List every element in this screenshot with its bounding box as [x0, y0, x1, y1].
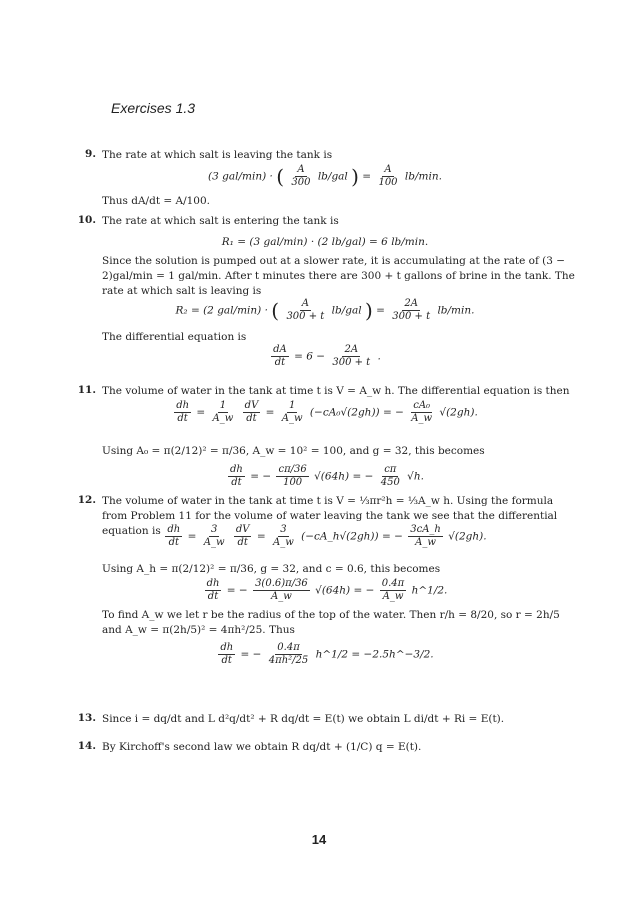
equation: (3 gal/min) · ( $\frac{A}{300}$ lb/gal ) = $\frac{A}{100}$ lb/min.	[208, 164, 442, 189]
page-number: 14	[311, 832, 327, 847]
exercise-12	[70, 494, 580, 676]
exercise-number: 11.	[77, 384, 96, 396]
exercise-text: The differential equation is	[102, 331, 247, 343]
equation: $\frac{dh}{dt}$ = − $\frac{3(0.6)\pi/36}{A\_w}$ √(64h) = − $\frac{0.4\pi}{A\_w}$ h^1/2.	[206, 578, 448, 602]
equation: $\frac{dh}{dt}$ = $\frac{3}{A\_w}$ $\frac{dV}{dt}$ = $\frac{3}{A\_w}$ (−cA_h√(2gh)) = − $\frac{3cA\_h}{A\_w}$ √(2gh).	[167, 524, 487, 548]
equation: R₁ = (3 gal/min) · (2 lb/gal) = 6 lb/min.	[221, 236, 429, 248]
exercise-11	[70, 384, 580, 494]
exercise-14	[70, 740, 580, 770]
exercise-text: By Kirchoff's second law we obtain R dq/dt + (1/C) q = E(t).	[102, 741, 422, 753]
equation: R₂ = (2 gal/min) · ( $\frac{A}{300 + t}$ lb/gal ) = $\frac{2A}{300 + t}$ lb/min.	[175, 298, 475, 323]
exercise-text: Since i = dq/dt and L d²q/dt² + R dq/dt = E(t) we obtain L di/dt + Ri = E(t).	[102, 713, 505, 725]
section-heading: Exercises 1.3	[111, 100, 196, 116]
exercise-number: 13.	[77, 712, 96, 724]
exercise-9	[70, 148, 580, 208]
exercise-text: The volume of water in the tank at time t is V = A_w h. The differential equation is then	[102, 385, 570, 397]
exercise-13	[70, 712, 580, 742]
exercise-text: Using A₀ = π(2/12)² = π/36, A_w = 10² = 100, and g = 32, this becomes	[102, 445, 485, 457]
exercise-text: Using A_h = π(2/12)² = π/36, g = 32, and c = 0.6, this becomes	[102, 563, 441, 575]
exercise-text: The rate at which salt is entering the tank is	[102, 215, 339, 227]
equation: $\frac{dh}{dt}$ = − $\frac{0.4\pi}{\text{4πh²/25}}$ h^1/2 = −2.5h^−3/2.	[220, 642, 434, 666]
exercise-text: To find A_w we let r be the radius of the top of the water. Then r/h = 8/20, so r = 2h/5 and A_w = π(2h/5)² = 4πh²/25. Thus	[102, 609, 560, 636]
equation: $\frac{dh}{dt}$ = $\frac{1}{A\_w}$ $\frac{dV}{dt}$ = $\frac{1}{A\_w}$ (−cA₀√(2gh)) = − $\frac{\text{cA₀}}{A\_w}$ √(2gh).	[176, 400, 478, 424]
exercise-number: 14.	[77, 740, 96, 752]
exercise-number: 9.	[85, 148, 96, 160]
equation: $\frac{dh}{dt}$ = − $\frac{c\pi/36}{100}$ √(64h) = − $\frac{c\pi}{450}$ √h.	[230, 464, 424, 488]
exercise-text: Since the solution is pumped out at a slower rate, it is accumulating at the rate of (3 − 2)gal/min = 1 gal/min. After t minutes there are 300 + t gallons of brine in the tank. The rate at which salt is leaving is	[102, 255, 575, 297]
exercise-text: Thus dA/dt = A/100.	[102, 195, 211, 207]
exercise-number: 12.	[77, 494, 96, 506]
equation: $\frac{dA}{dt}$ = 6 − $\frac{2A}{300 + t}$ .	[273, 344, 381, 368]
exercise-text: The rate at which salt is leaving the tank is	[102, 149, 333, 161]
exercise-10	[70, 214, 580, 384]
exercise-text: The volume of water in the tank at time t is V = ⅓πr²h = ⅓A_w h. Using the formula from Problem 11 for the volume of water leaving the tank we see that the differential equation is	[102, 495, 558, 537]
exercise-number: 10.	[77, 214, 96, 226]
